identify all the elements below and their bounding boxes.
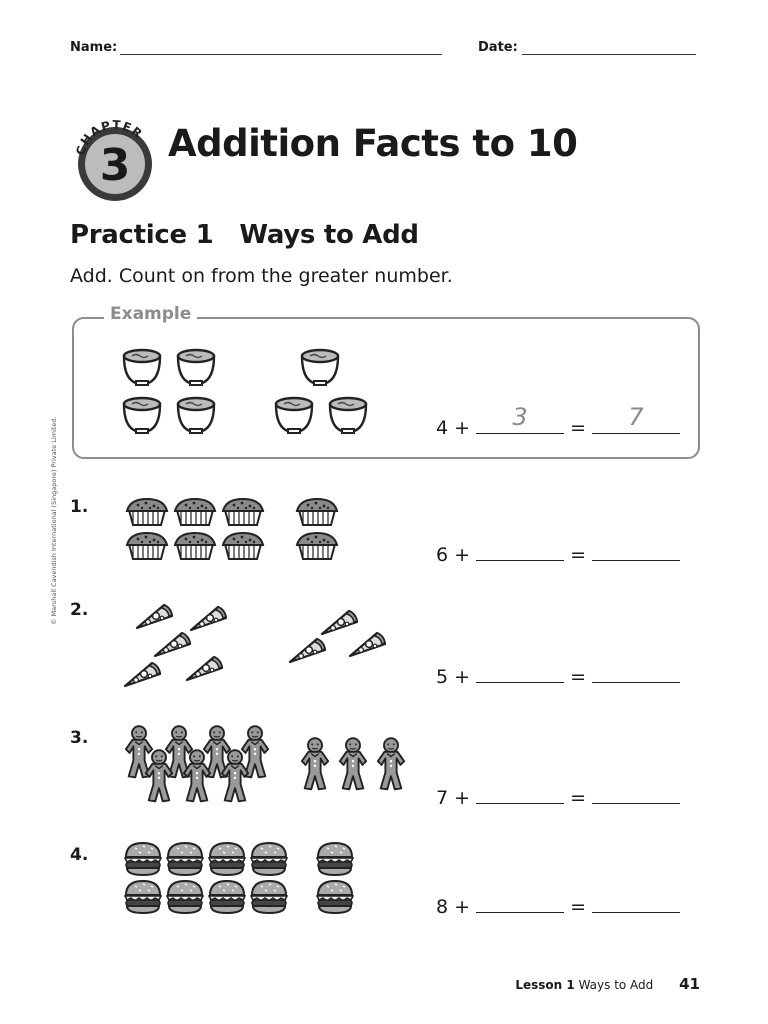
problem-4-group-b — [314, 840, 358, 916]
bowl-icon — [124, 398, 160, 433]
example-equation: 4 + 3 = 7 — [436, 417, 686, 439]
gingerbread-man-icon — [146, 750, 172, 801]
pie-icon — [175, 499, 215, 525]
problem-3-group-b — [298, 736, 412, 796]
copyright-text: © Marshall Cavendish International (Singapore) Private Limited. — [50, 416, 58, 625]
problem-4-equation: 8 + = — [436, 896, 686, 918]
example-group-a — [120, 345, 230, 441]
problem-2-group-b — [285, 604, 393, 670]
problem-2-number: 2. — [70, 600, 89, 620]
bowl-icon — [330, 398, 366, 433]
page-number: 41 — [679, 975, 700, 993]
pizza-slice-icon — [155, 633, 190, 656]
date-label: Date: — [478, 40, 518, 55]
chapter-word: CHAPTER — [73, 117, 146, 157]
example-group-b — [272, 345, 372, 441]
burger-icon — [317, 843, 353, 875]
problem-4-number: 4. — [70, 845, 89, 865]
gingerbread-man-icon — [340, 738, 366, 789]
problem-4-sum-blank[interactable] — [592, 898, 680, 913]
pizza-slice-icon — [290, 639, 325, 662]
chapter-title: Addition Facts to 10 — [168, 122, 578, 165]
problem-1-number: 1. — [70, 497, 89, 517]
burger-icon — [167, 881, 203, 913]
bowl-icon — [276, 398, 312, 433]
instruction-text: Add. Count on from the greater number. — [70, 265, 453, 287]
example-addend-blank[interactable] — [476, 403, 564, 434]
gingerbread-man-icon — [378, 738, 404, 789]
problem-1-equation: 6 + = — [436, 544, 686, 566]
example-sum-blank[interactable] — [592, 403, 680, 434]
page-footer — [515, 975, 700, 993]
pizza-slice-icon — [137, 605, 172, 628]
gingerbread-man-icon — [302, 738, 328, 789]
bowl-icon — [178, 398, 214, 433]
bowl-icon — [178, 350, 214, 385]
pizza-slice-icon — [187, 657, 222, 680]
burger-icon — [125, 881, 161, 913]
gingerbread-man-icon — [184, 750, 210, 801]
practice-label: Practice 1 — [70, 220, 214, 250]
burger-icon — [251, 881, 287, 913]
pie-icon — [127, 499, 167, 525]
problem-1-group-b — [292, 494, 344, 566]
burger-icon — [209, 843, 245, 875]
pizza-slice-icon — [322, 611, 357, 634]
burger-icon — [209, 881, 245, 913]
problem-4-addend-blank[interactable] — [476, 898, 564, 913]
problem-2-group-a — [122, 598, 232, 694]
burger-icon — [317, 881, 353, 913]
problem-3-group-a — [122, 724, 274, 808]
pizza-slice-icon — [125, 663, 160, 686]
practice-name: Ways to Add — [239, 220, 419, 250]
problem-2-addend-blank[interactable] — [476, 668, 564, 683]
chapter-number: 3 — [99, 140, 131, 191]
problem-2-equation: 5 + = — [436, 666, 686, 688]
practice-heading — [70, 220, 419, 250]
problem-1-group-a — [122, 494, 270, 566]
burger-icon — [125, 843, 161, 875]
burger-icon — [167, 843, 203, 875]
pie-icon — [223, 499, 263, 525]
pie-icon — [297, 533, 337, 559]
name-label: Name: — [70, 40, 118, 55]
pie-icon — [175, 533, 215, 559]
date-field[interactable] — [522, 40, 696, 55]
example-label: Example — [104, 304, 197, 324]
problem-3-sum-blank[interactable] — [592, 789, 680, 804]
gingerbread-man-icon — [222, 750, 248, 801]
problem-1-addend-blank[interactable] — [476, 546, 564, 561]
example-addend-answer: 3 — [512, 403, 528, 431]
footer-lesson-name: Ways to Add — [578, 978, 654, 992]
problem-4-group-a — [122, 840, 294, 916]
pizza-slice-icon — [191, 607, 226, 630]
problem-2-sum-blank[interactable] — [592, 668, 680, 683]
problem-1-sum-blank[interactable] — [592, 546, 680, 561]
name-field[interactable] — [120, 40, 442, 55]
bowl-icon — [124, 350, 160, 385]
footer-lesson: Lesson 1 — [515, 978, 575, 992]
problem-3-equation: 7 + = — [436, 787, 686, 809]
pie-icon — [127, 533, 167, 559]
bowl-icon — [302, 350, 338, 385]
burger-icon — [251, 843, 287, 875]
example-sum-answer: 7 — [628, 403, 644, 431]
pie-icon — [297, 499, 337, 525]
problem-3-addend-blank[interactable] — [476, 789, 564, 804]
problem-3-number: 3. — [70, 728, 89, 748]
pie-icon — [223, 533, 263, 559]
chapter-badge — [70, 108, 148, 191]
pizza-slice-icon — [350, 633, 385, 656]
